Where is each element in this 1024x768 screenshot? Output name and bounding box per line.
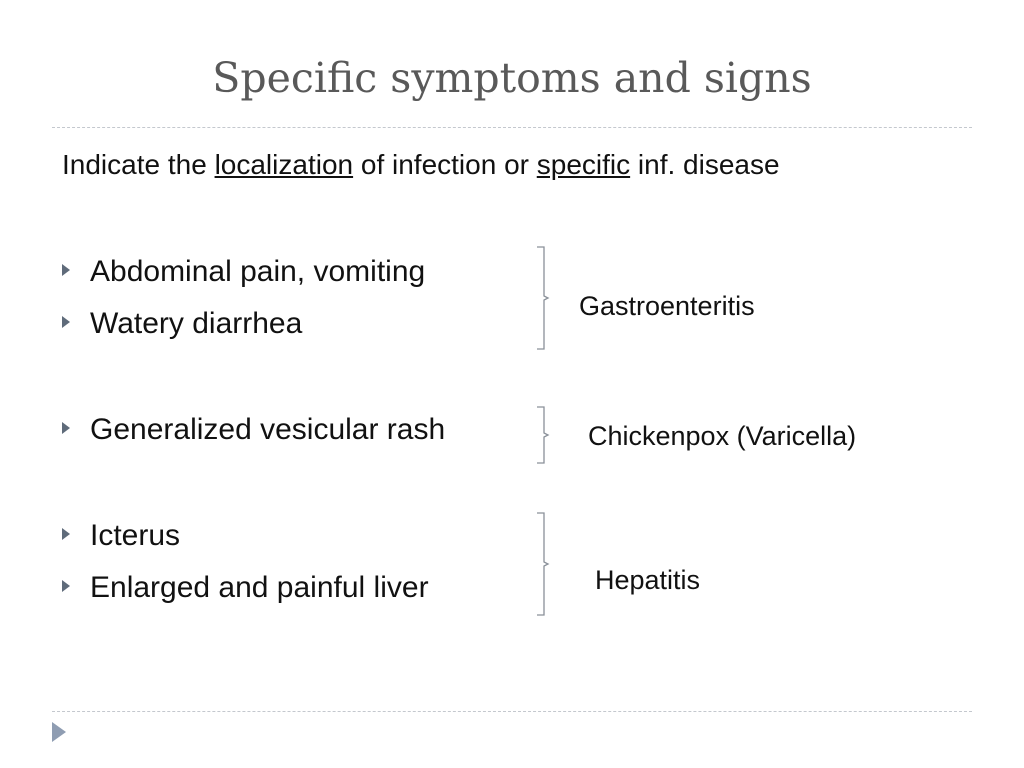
triangle-right-icon — [62, 316, 70, 328]
symptom-text: Enlarged and painful liver — [90, 571, 429, 604]
subtitle-underlined-specific: specific — [536, 149, 631, 180]
symptom-bullet — [62, 254, 425, 290]
diagnosis-label: Chickenpox (Varicella) — [588, 421, 857, 451]
right-brace-icon — [536, 406, 556, 464]
bottom-divider — [52, 711, 972, 712]
slide-title: Specific symptoms and signs — [212, 54, 812, 102]
symptom-bullet — [62, 306, 302, 342]
top-divider — [52, 127, 972, 128]
symptom-text: Watery diarrhea — [90, 307, 303, 340]
subtitle-text-2: of infection or — [353, 149, 537, 180]
subtitle-underlined-localization: localization — [214, 149, 354, 180]
symptom-text: Icterus — [90, 519, 181, 552]
right-brace-icon — [536, 246, 556, 350]
subtitle-text-3: inf. disease — [630, 149, 780, 180]
triangle-right-icon — [62, 528, 70, 540]
symptom-bullet — [62, 412, 445, 448]
triangle-right-icon — [62, 264, 70, 276]
symptom-text: Abdominal pain, vomiting — [90, 255, 426, 288]
diagnosis-label: Gastroenteritis — [579, 291, 755, 321]
slide-subtitle — [62, 148, 780, 182]
symptom-bullet — [62, 570, 429, 606]
next-slide-icon[interactable] — [52, 722, 66, 742]
symptom-bullet — [62, 518, 180, 554]
diagnosis-label: Hepatitis — [595, 565, 701, 595]
triangle-right-icon — [62, 580, 70, 592]
right-brace-icon — [536, 512, 556, 616]
triangle-right-icon — [62, 422, 70, 434]
symptom-text: Generalized vesicular rash — [90, 413, 446, 446]
subtitle-text-1: Indicate the — [62, 149, 215, 180]
